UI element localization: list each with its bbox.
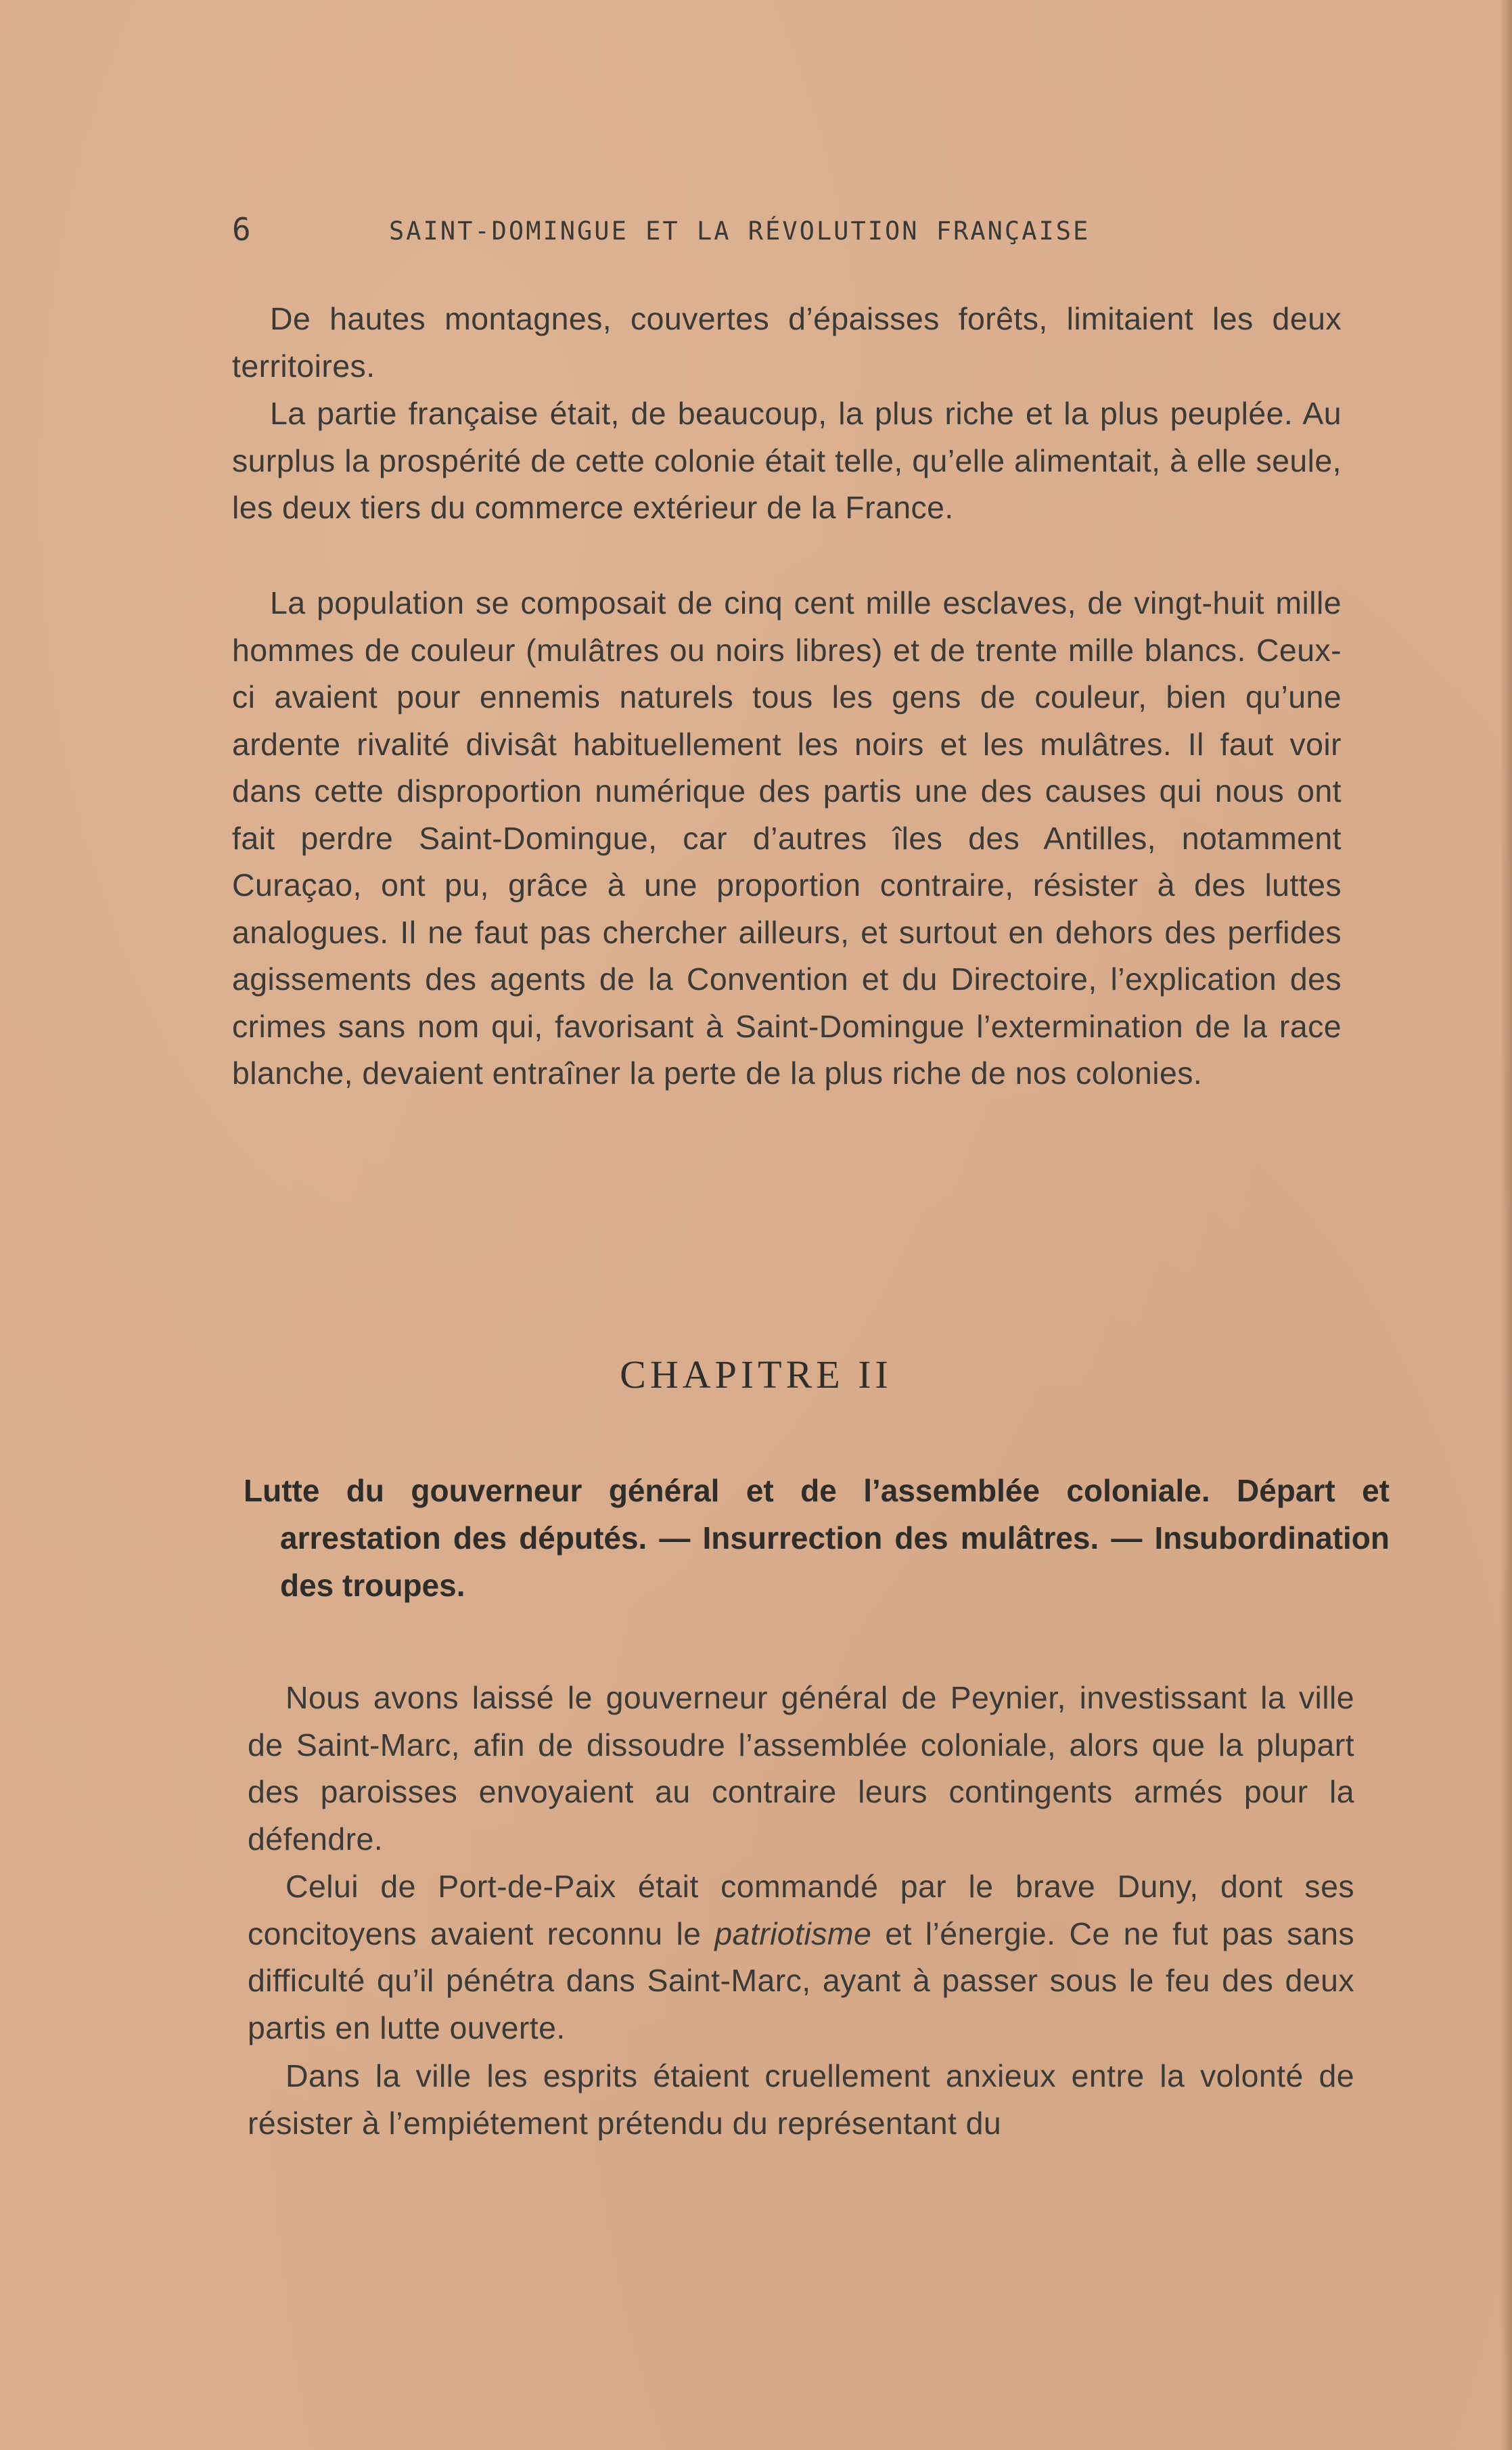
- paragraph-text: Dans la ville les esprits étaient cruellement anxieux entre la volonté de résister à l’empiétement prétendu du représentant du: [248, 2058, 1354, 2141]
- italic-word: patriotisme: [714, 1915, 872, 1951]
- chapter-title: CHAPITRE II: [620, 1353, 892, 1397]
- running-header: [232, 211, 1193, 252]
- chapter-summary: Lutte du gouverneur général et de l’assemblée coloniale. Départ et arrestation des députés. — Insurrection des mulâtres. — Insubordination des troupes.: [244, 1473, 1390, 1603]
- page-edge-shadow: [1500, 0, 1512, 2450]
- page-number: 6: [232, 211, 251, 248]
- paragraph-text: et l’énergie. Ce ne fut pas sans difficulté qu’il pénétra dans Saint-Marc, ayant à passer sous le feu des deux partis en lutte ouverte.: [248, 1915, 1354, 2045]
- paragraph-territories: De hautes montagnes, couvertes d’épaisses forêts, limitaient les deux territoires.: [232, 301, 1342, 384]
- paragraph-governor: [248, 1675, 1354, 1863]
- paragraph-text: Nous avons laissé le gouverneur général de Peynier, investissant la ville de Saint-Marc, afin de dissoudre l’assemblée coloniale, alors que la plupart des paroisses envoyaient au contraire leurs contingents armés pour la défendre.: [248, 1680, 1354, 1857]
- running-title: SAINT-DOMINGUE ET LA RÉVOLUTION FRANÇAISE: [389, 217, 1091, 246]
- paragraph-duny: [248, 1863, 1354, 2051]
- paragraph-population: La population se composait de cinq cent mille esclaves, de vingt-huit mille hommes de couleur (mulâtres ou noirs libres) et de trente mille blancs. Ceux-ci avaient pour ennemis naturels tous les gens de couleur, bien qu’une ardente rivalité divisât habituellement les noirs et les mulâtres. Il faut voir dans cette disproportion numérique des partis une des causes qui nous ont fait perdre Saint-Domingue, car d’autres îles des Antilles, notamment Curaçao, ont pu, grâce à une proportion contraire, résister à des luttes analogues. Il ne faut pas chercher ailleurs, et surtout en dehors des perfides agissements des agents de la Convention et du Directoire, l’explication des crimes sans nom qui, favorisant à Saint-Domingue l’extermination de la race blanche, devaient entraîner la perte de la plus riche de nos colonies.: [232, 585, 1342, 1091]
- paragraph-text: Celui de Port-de-Paix était commandé par le brave Duny, dont ses concitoyens avaient reconnu le: [248, 1869, 1354, 1951]
- paragraph-french-part: La partie française était, de beaucoup, la plus riche et la plus peuplée. Au surplus la prospérité de cette colonie était telle, qu’elle alimentait, à elle seule, les deux tiers du commerce extérieur de la France.: [232, 396, 1342, 525]
- paragraph-town: [248, 2053, 1354, 2147]
